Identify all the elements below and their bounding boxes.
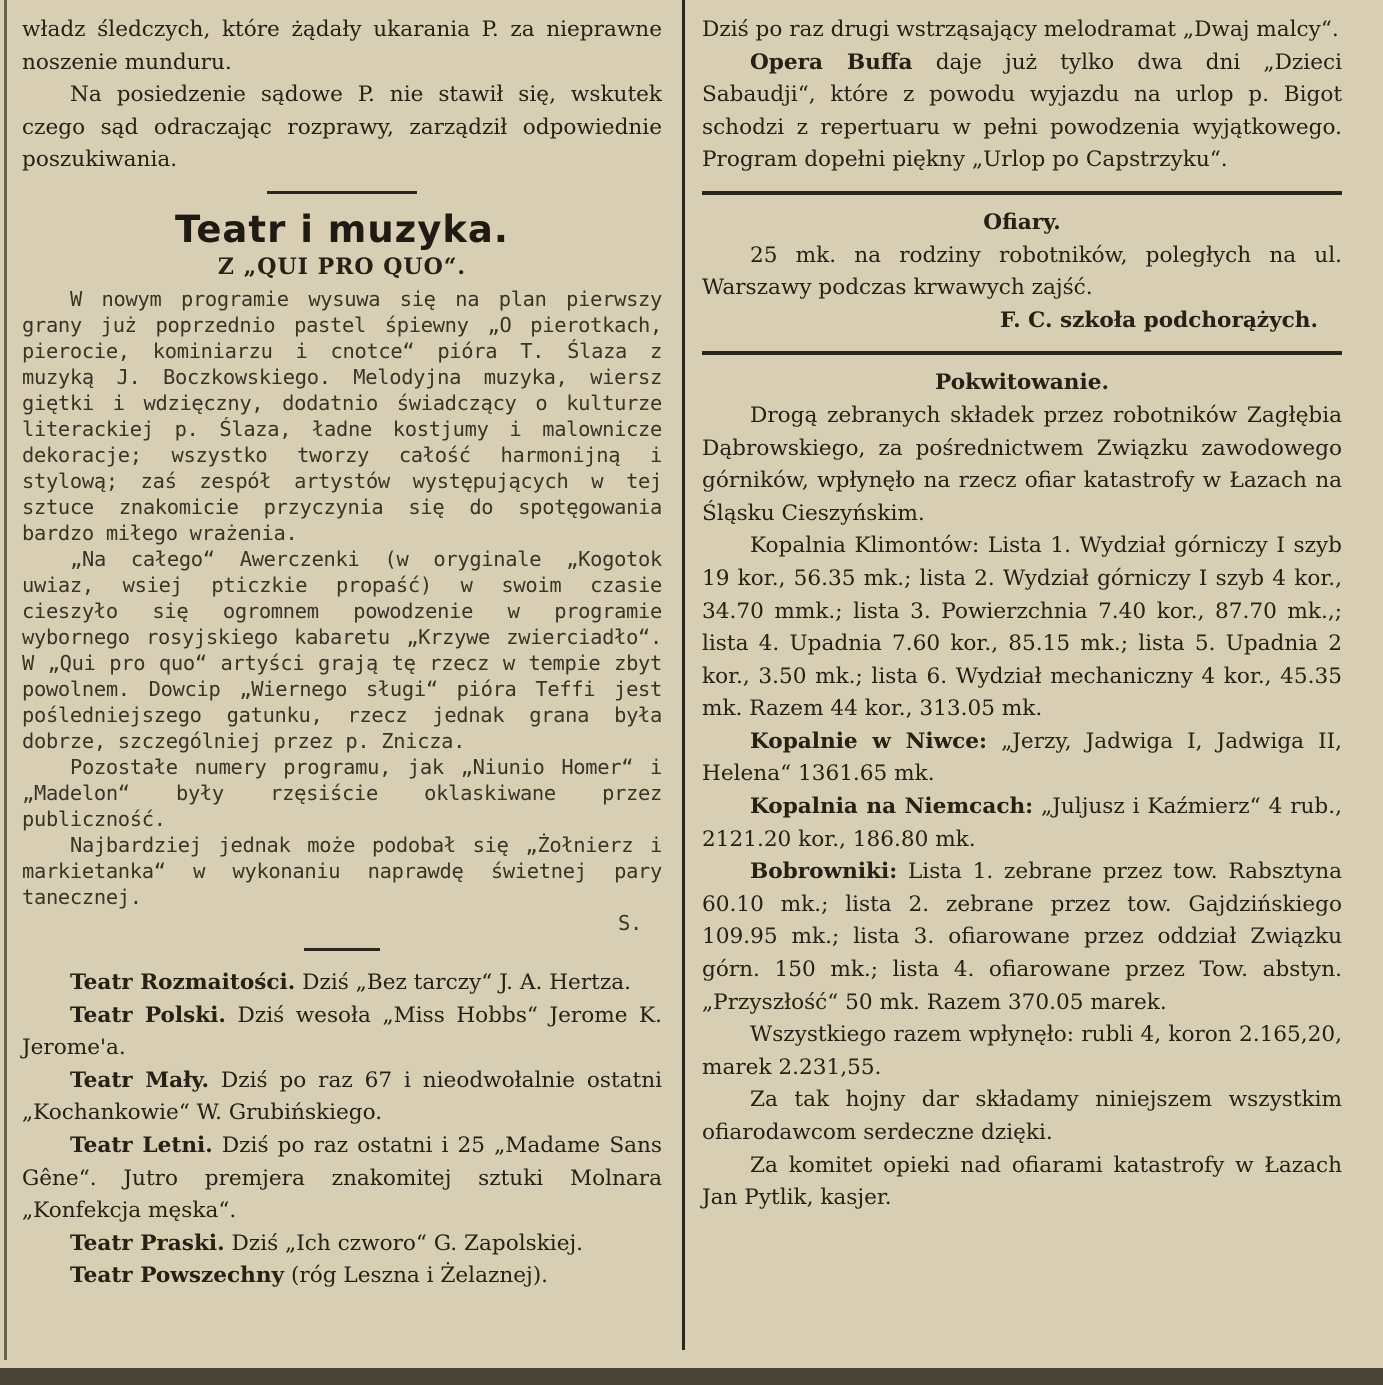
section-subtitle: Z „QUI PRO QUO“. (217, 253, 467, 280)
theatre-name: Teatr Mały. (70, 1067, 209, 1093)
page-edge-line (4, 0, 7, 1360)
intro-paragraph-2: Na posiedzenie sądowe P. nie stawił się, wskutek czego sąd odraczając rozprawy, zarządził odpowiednie poszukiwania. (22, 82, 662, 173)
review-block (22, 286, 662, 936)
theatre-text: (róg Leszna i Żelaznej). (290, 1263, 549, 1289)
theatre-name: Teatr Rozmaitości. (70, 969, 296, 995)
theatre-listing (22, 1228, 662, 1261)
theatre-text: Dziś wesoła „Miss Hobbs“ Jerome K. Jerome'a. (22, 1002, 662, 1061)
pokwitowanie-title: Pokwitowanie. (935, 370, 1109, 396)
pokwitowanie-item (702, 791, 1342, 856)
theatre-text: Dziś po raz 67 i nieodwołalnie ostatni „Kochankowie“ W. Grubińskiego. (22, 1067, 663, 1126)
review-signature-row (22, 910, 662, 936)
pokwitowanie-item (702, 530, 1342, 726)
item-name: Kopalnie w Niwce: (750, 728, 988, 754)
review-paragraph: „Na całego“ Awerczenki (w oryginale „Kogotok uwiaz, wsiej pticzkie propaść) w swoim czasie cieszyło się ogromnem powodzenie w programie wybornego rosyjskiego kabaretu „Krzywe zwierciadło“. W „Qui pro quo“ artyści grają tę rzecz w tempie zbyt powolnem. Dowcip „Wiernego sługi“ pióra Teffi jest pośledniejszego gatunku, rzecz jednak grana była dobrze, szczególniej przez p. Znicza. (22, 546, 662, 753)
item-name: Kopalnia Klimontów: (750, 533, 980, 559)
opera-text: daje już tylko dwa dni „Dzieci Sabaudji“, które z powodu wyjazdu na urlop p. Bigot schodzi z repertuaru w pełni powodzenia wyjątkowego. Program dopełni piękny „Urlop po Capstrzyku“. (702, 49, 1342, 173)
item-text: Lista 1. zebrane przez tow. Rabsztyna 60.10 mk.; lista 2. zebrane przez tow. Gajdzińskiego 109.95 mk.; lista 3. ofiarowane przez oddział Związku górn. 150 mk.; lista 4. ofiarowane przez Tow. abstyn. „Przyszłość“ 50 mk. Razem 370.05 marek. (702, 859, 1342, 1015)
section-divider (267, 191, 417, 194)
pokwitowanie-rule (702, 351, 1342, 355)
page-bottom-edge (0, 1368, 1383, 1385)
committee-paragraph: Za komitet opieki nad ofiarami katastrofy w Łazach Jan Pytlik, kasjer. (702, 1152, 1342, 1211)
right-column (702, 14, 1342, 1215)
intro-paragraph-1: władz śledczych, które żądały ukarania P. za nieprawne noszenie munduru. (22, 17, 662, 75)
section-title: Teatr i muzyka. (175, 207, 509, 251)
theatre-listing (22, 1065, 662, 1130)
theatre-name: Teatr Polski. (70, 1002, 226, 1028)
pokwitowanie-item (702, 726, 1342, 791)
review-paragraph: Pozostałe numery programu, jak „Niunio Homer“ i „Madelon“ były rzęsiście oklaskiwane przez publiczność. (22, 754, 662, 831)
thanks-paragraph: Za tak hojny dar składamy niniejszem wszystkim ofiarodawcom serdeczne dzięki. (702, 1087, 1342, 1145)
item-text: „Juljusz i Kaźmierz“ 4 rub., 2121.20 kor., 186.80 mk. (702, 794, 1342, 852)
left-column (22, 14, 662, 1293)
ofiary-title: Ofiary. (983, 209, 1061, 235)
item-name: Kopalnia na Niemcach: (750, 794, 1034, 820)
opera-name: Opera Buffa (750, 49, 913, 75)
item-text: „Jerzy, Jadwiga I, Jadwiga II, Helena“ 1361.65 mk. (702, 728, 1342, 787)
theatre-listing (22, 1000, 662, 1065)
theatre-name: Teatr Powszechny (70, 1263, 285, 1289)
theatre-name: Teatr Letni. (70, 1132, 213, 1158)
review-paragraph: Najbardziej jednak może podobał się „Żołnierz i markietanka“ w wykonaniu naprawdę świetnej pary tanecznej. (22, 832, 662, 909)
item-name: Bobrowniki: (750, 859, 898, 885)
theatre-text: Dziś „Bez tarczy“ J. A. Hertza. (302, 969, 631, 995)
theatre-text: Dziś po raz ostatni i 25 „Madame Sans Gêne“. Jutro premjera znakomitej sztuki Molnara „Konfekcja męska“. (22, 1132, 662, 1224)
opera-paragraph (702, 47, 1342, 177)
theatre-divider (304, 948, 380, 951)
column-divider (682, 0, 685, 1350)
theatre-name: Teatr Praski. (70, 1230, 225, 1256)
ofiary-text: 25 mk. na rodziny robotników, poległych na ul. Warszawy podczas krwawych zajść. (702, 242, 1342, 301)
ofiary-rule (702, 191, 1342, 195)
ofiary-signature: F. C. szkoła podchorążych. (999, 307, 1318, 333)
theatre-listing (22, 1260, 662, 1293)
pokwitowanie-item (702, 856, 1342, 1019)
theatre-text: Dziś „Ich czworo“ G. Zapolskiej. (231, 1230, 584, 1256)
total-paragraph: Wszystkiego razem wpłynęło: rubli 4, koron 2.165,20, marek 2.231,55. (702, 1022, 1342, 1080)
pokwitowanie-intro: Drogą zebranych składek przez robotników Zagłębia Dąbrowskiego, za pośrednictwem Związku zawodowego górników, wpłynęło na rzecz ofiar katastrofy w Łazach na Śląsku Cieszyńskim. (702, 402, 1342, 526)
item-text: Lista 1. Wydział górniczy I szyb 19 kor., 56.35 mk.; lista 2. Wydział górniczy I szyb 4 kor., 34.70 mmk.; lista 3. Powierzchnia 7.40 kor., 87.70 mk.,; lista 4. Upadnia 7.60 kor., 85.15 mk.; lista 5. Upadnia 2 kor., 3.50 mk.; lista 6. Wydział mechaniczny 4 kor., 45.35 mk. Razem 44 kor., 313.05 mk. (702, 533, 1342, 722)
theatre-listing (22, 967, 662, 1000)
theatre-listing (22, 1130, 662, 1228)
review-paragraph: W nowym programie wysuwa się na plan pierwszy grany już poprzednio pastel śpiewny „O pierotkach, pierocie, kominiarzu i cnotce“ pióra T. Ślaza z muzyką J. Boczkowskiego. Melodyjna muzyka, wiersz giętki i wdzięczny, dodatnio świadczący o kulturze literackiej p. Ślaza, ładne kostjumy i malownicze dekoracje; wszystko tworzy całość harmonijną i stylową; zaś zespół artystów występujących w tej sztuce znakomicie przyczynia się do spotęgowania bardzo miłego wrażenia. (22, 286, 662, 545)
right-intro: Dziś po raz drugi wstrząsający melodramat „Dwaj malcy“. (702, 17, 1339, 42)
review-signature: S. (618, 910, 642, 935)
